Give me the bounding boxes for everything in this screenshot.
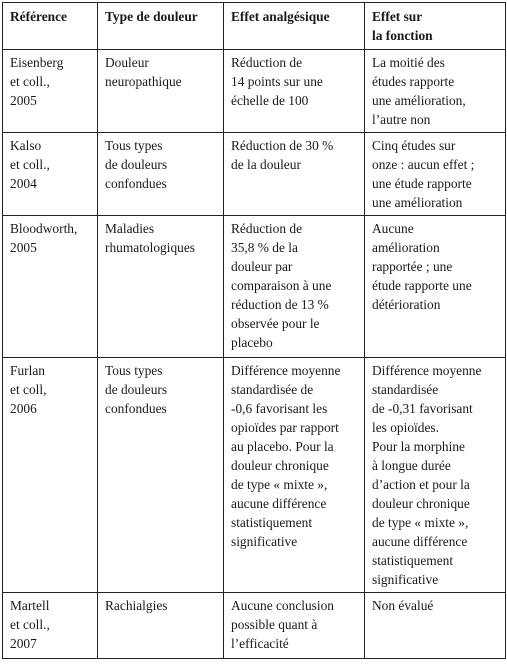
cell-reference: Bloodworth, 2005 bbox=[3, 216, 98, 358]
table-row bbox=[3, 358, 506, 593]
cell-pain-type: Rachialgies bbox=[98, 593, 224, 659]
cell-function-effect: Différence moyenne standardisée de -0,31 favorisant les opioïdes. Pour la morphine à longue durée d’action et pour la douleur chronique de type « mixte », aucune différence statistiquement significative bbox=[365, 358, 506, 593]
cell-pain-type: Tous types de douleurs confondues bbox=[98, 133, 224, 216]
cell-reference: Martell et coll., 2007 bbox=[3, 593, 98, 659]
header-reference: Référence bbox=[3, 3, 98, 50]
cell-analgesic-effect: Réduction de 14 points sur une échelle de 100 bbox=[224, 50, 365, 133]
cell-function-effect: Aucune amélioration rapportée ; une étude rapporte une détérioration bbox=[365, 216, 506, 358]
cell-function-effect: La moitié des études rapporte une amélioration, l’autre non bbox=[365, 50, 506, 133]
cell-pain-type: Tous types de douleurs confondues bbox=[98, 358, 224, 593]
cell-analgesic-effect: Aucune conclusion possible quant à l’efficacité bbox=[224, 593, 365, 659]
cell-reference: Furlan et coll, 2006 bbox=[3, 358, 98, 593]
cell-pain-type: Douleur neuropathique bbox=[98, 50, 224, 133]
header-function-effect: Effet sur la fonction bbox=[365, 3, 506, 50]
cell-analgesic-effect: Réduction de 30 % de la douleur bbox=[224, 133, 365, 216]
cell-reference: Eisenberg et coll., 2005 bbox=[3, 50, 98, 133]
cell-pain-type: Maladies rhumatologiques bbox=[98, 216, 224, 358]
table-row bbox=[3, 593, 506, 659]
studies-table bbox=[2, 2, 506, 659]
table-row bbox=[3, 133, 506, 216]
table-header-row bbox=[3, 3, 506, 50]
table-row bbox=[3, 216, 506, 358]
cell-function-effect: Cinq études sur onze : aucun effet ; une étude rapporte une amélioration bbox=[365, 133, 506, 216]
cell-reference: Kalso et coll., 2004 bbox=[3, 133, 98, 216]
table-row bbox=[3, 50, 506, 133]
cell-function-effect: Non évalué bbox=[365, 593, 506, 659]
cell-analgesic-effect: Réduction de 35,8 % de la douleur par comparaison à une réduction de 13 % observée pour le placebo bbox=[224, 216, 365, 358]
header-pain-type: Type de douleur bbox=[98, 3, 224, 50]
cell-analgesic-effect: Différence moyenne standardisée de -0,6 favorisant les opioïdes par rapport au placebo. Pour la douleur chronique de type « mixte », aucune différence statistiquement significative bbox=[224, 358, 365, 593]
header-analgesic-effect: Effet analgésique bbox=[224, 3, 365, 50]
